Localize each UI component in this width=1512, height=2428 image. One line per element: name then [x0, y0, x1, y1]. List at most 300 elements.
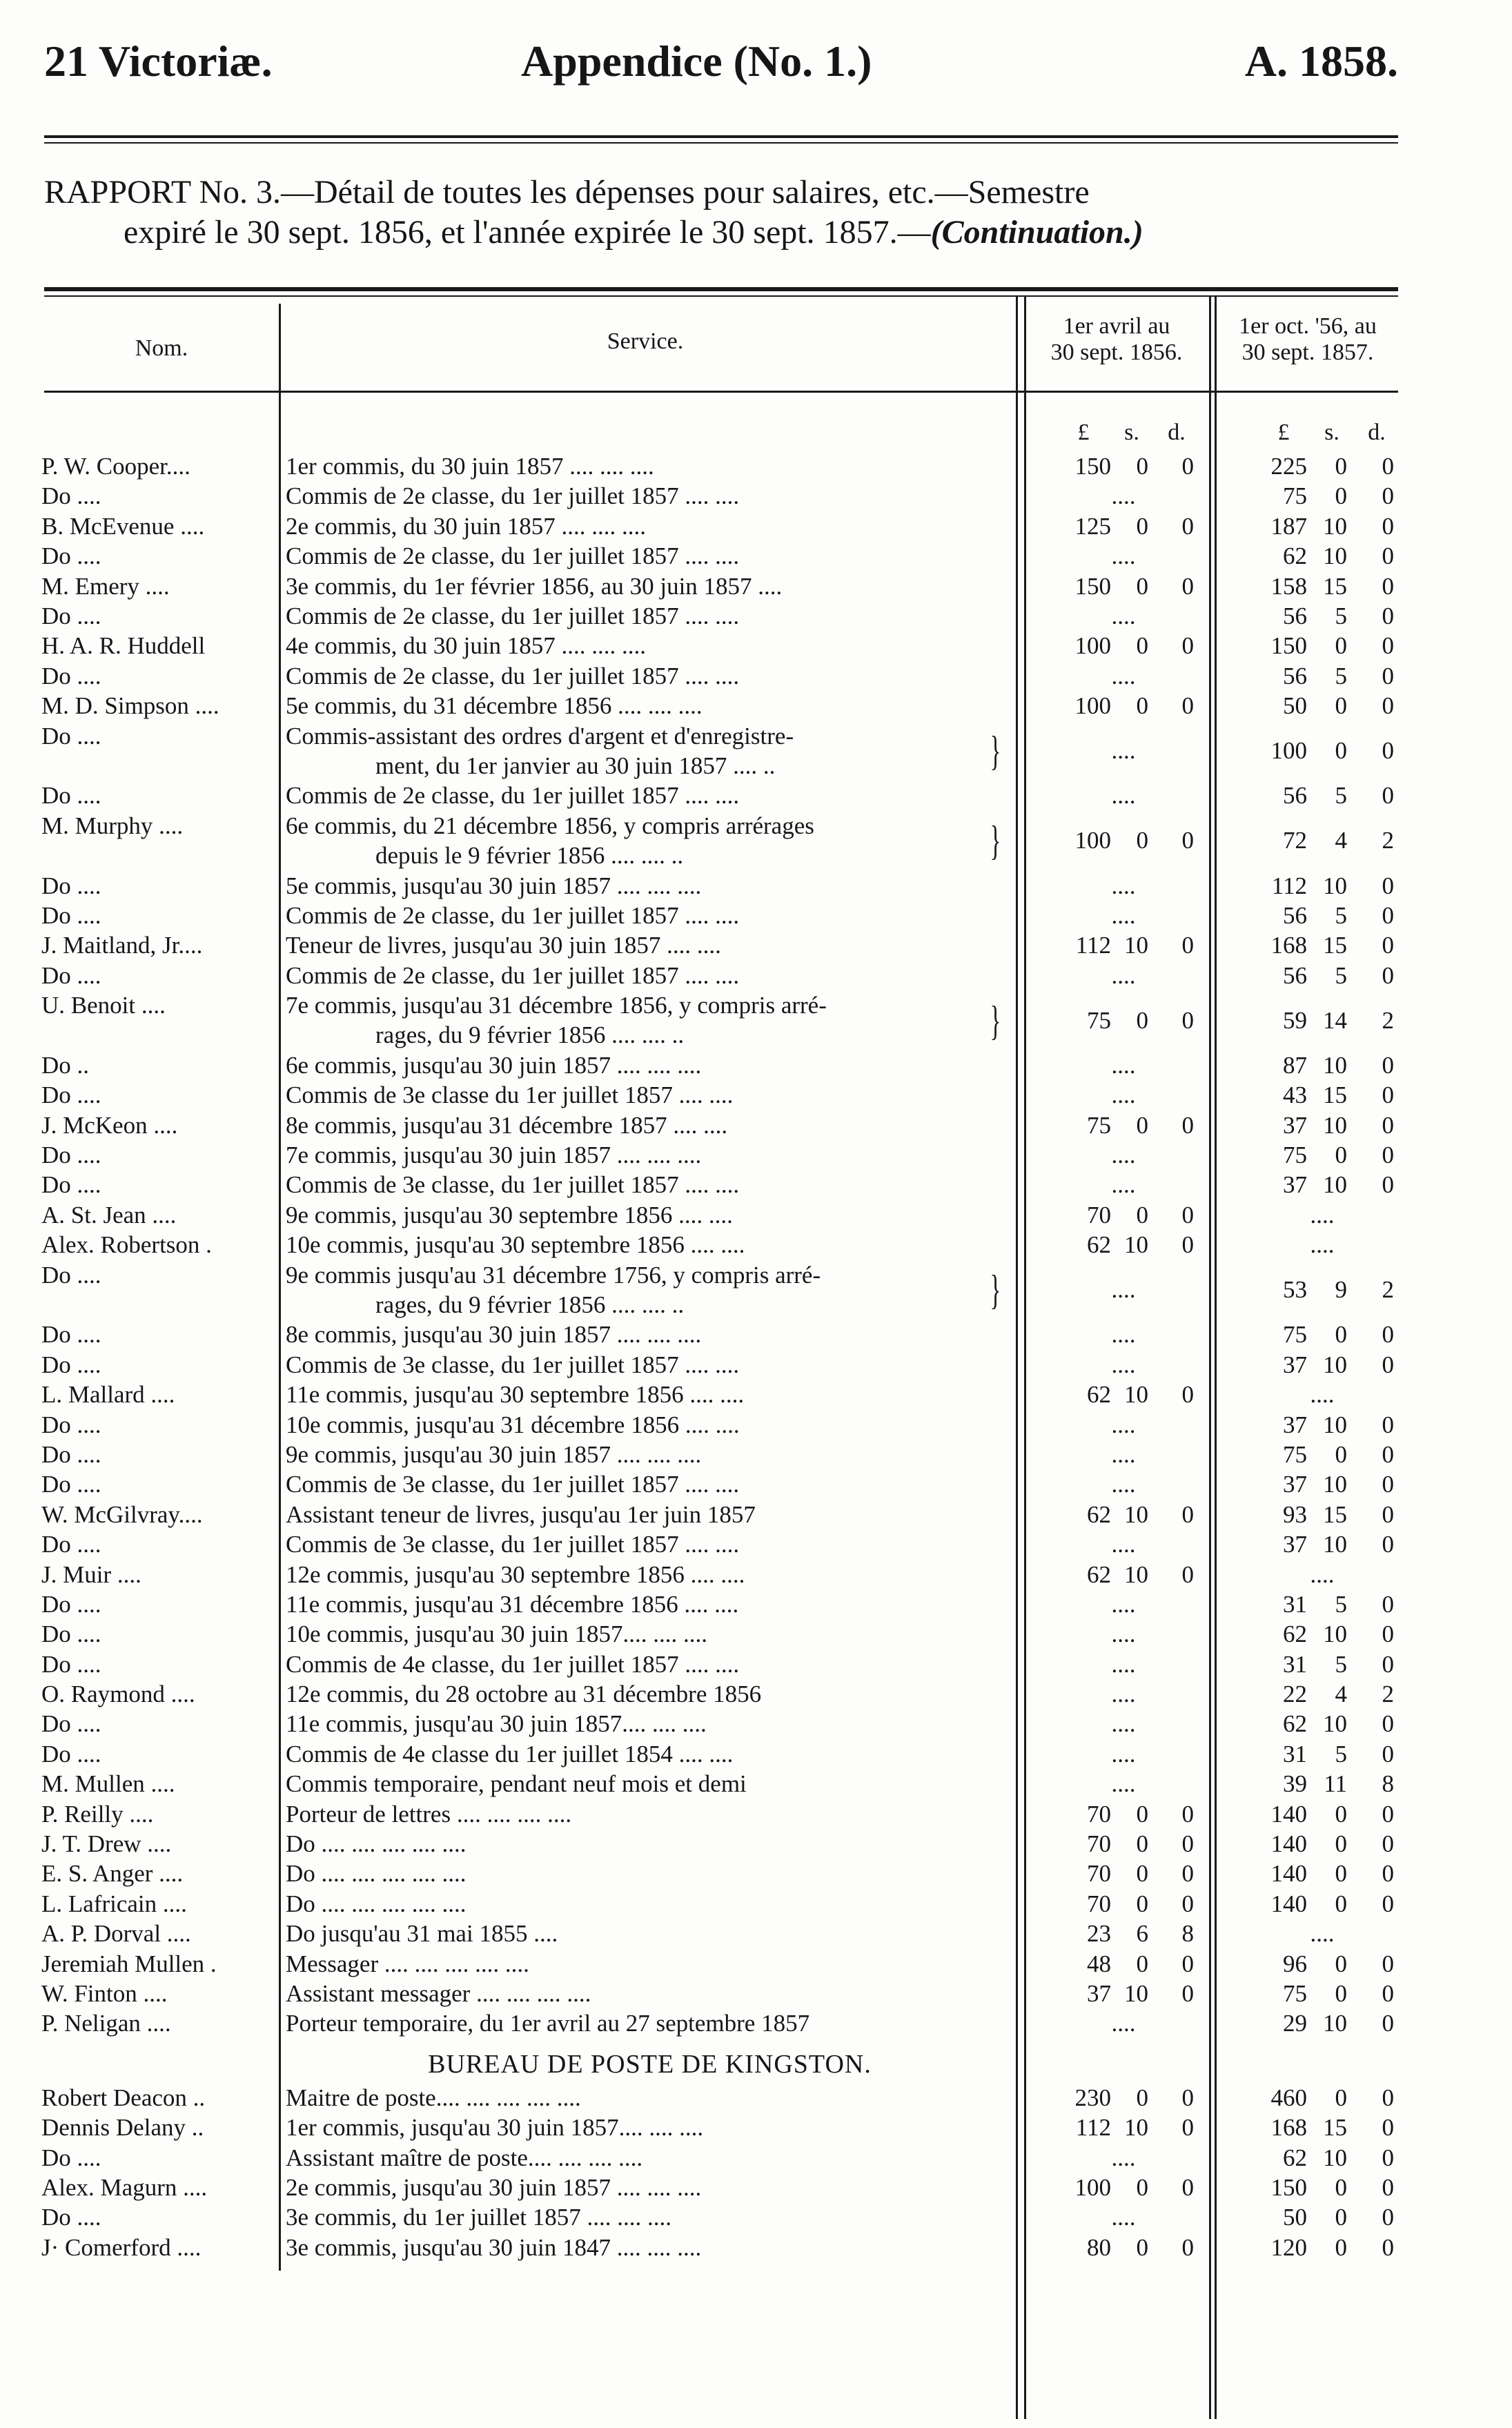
service-line-1: 11e commis, jusqu'au 30 juin 1857.... .... ....	[286, 1710, 707, 1738]
table-row	[0, 451, 1512, 481]
cell-nom: M. Murphy ....	[41, 812, 184, 839]
cell-p2-sh: 10	[1323, 872, 1347, 899]
cell-p2-d: 0	[1382, 1142, 1394, 1169]
cell-service	[286, 1260, 1014, 1320]
table-row	[0, 1560, 1512, 1589]
table-row	[0, 901, 1512, 930]
cell-p2-d: 0	[1382, 1800, 1394, 1828]
cell-p2-pounds: 187	[1270, 512, 1307, 540]
cell-p1-d: 0	[1181, 1979, 1194, 2007]
service-line-1: 3e commis, jusqu'au 30 juin 1847 .... .... ....	[286, 2233, 702, 2261]
section-heading: BUREAU DE POSTE DE KINGSTON.	[428, 2049, 872, 2079]
cell-p1-empty: ....	[1111, 1142, 1136, 1169]
cell-p1-sh: 0	[1136, 1006, 1148, 1034]
table-row	[0, 1410, 1512, 1440]
cell-p2-sh: 9	[1335, 1276, 1347, 1304]
cell-p1-pounds: 112	[1075, 2114, 1111, 2142]
page-header	[0, 36, 1512, 98]
column-header-period2: 1er oct. '56, au 30 sept. 1857.	[1239, 313, 1377, 365]
service-line-1: Commis de 2e classe, du 1er juillet 1857 .... ....	[286, 782, 740, 810]
cell-p2-sh: 10	[1323, 1051, 1347, 1079]
table-row	[0, 1320, 1512, 1349]
cell-service	[286, 1140, 1014, 1170]
cell-p1-empty: ....	[1111, 602, 1136, 629]
service-line-1: Commis de 3e classe, du 1er juillet 1857 .... ....	[286, 1171, 740, 1199]
cell-p2-pounds: 150	[1270, 2173, 1307, 2201]
cell-p1-d: 0	[1181, 692, 1194, 720]
cell-service	[286, 1230, 1014, 1260]
service-line-1: 2e commis, jusqu'au 30 juin 1857 .... .... ....	[286, 2173, 702, 2201]
cell-p1-pounds: 70	[1087, 1800, 1111, 1828]
cell-p2-d: 0	[1382, 2233, 1394, 2261]
cell-service	[286, 1350, 1014, 1380]
service-line-1: Do .... .... .... .... ....	[286, 1860, 467, 1888]
service-line-1: Teneur de livres, jusqu'au 30 juin 1857 .... ....	[286, 932, 721, 959]
cell-p1-pounds: 48	[1087, 1950, 1111, 1977]
cell-p1-sh: 10	[1124, 932, 1148, 959]
cell-p1-d: 0	[1181, 632, 1194, 660]
cell-p2-pounds: 168	[1270, 932, 1307, 959]
table-row	[0, 601, 1512, 631]
cell-p1-empty: ....	[1111, 2010, 1136, 2037]
cell-p2-sh: 10	[1323, 1411, 1347, 1438]
cell-service	[286, 1619, 1014, 1649]
cell-p2-d: 0	[1382, 2204, 1394, 2231]
cell-p1-d: 8	[1181, 1920, 1194, 1948]
table-row	[0, 631, 1512, 660]
cell-p1-d: 0	[1181, 1231, 1194, 1259]
cell-nom: Alex. Magurn ....	[41, 2173, 208, 2201]
cell-p2-sh: 14	[1323, 1006, 1347, 1034]
cell-p1-empty: ....	[1111, 1276, 1136, 1304]
cell-p2-d: 0	[1382, 572, 1394, 600]
service-line-1: 9e commis jusqu'au 31 décembre 1756, y compris arré-	[286, 1261, 821, 1289]
cell-p1-d: 0	[1181, 1890, 1194, 1917]
cell-service	[286, 1949, 1014, 1979]
cell-service	[286, 2113, 1014, 2142]
service-line-1: 9e commis, jusqu'au 30 juin 1857 .... .... ....	[286, 1440, 702, 1468]
cell-p2-pounds: 75	[1283, 1142, 1307, 1169]
cell-p1-pounds: 37	[1087, 1979, 1111, 2007]
cell-service	[286, 961, 1014, 990]
cell-p2-pounds: 75	[1283, 1321, 1307, 1349]
table-row	[0, 1380, 1512, 1409]
cell-p2-d: 0	[1382, 1710, 1394, 1738]
table-row	[0, 1469, 1512, 1499]
cell-service	[286, 1380, 1014, 1409]
cell-service	[286, 1050, 1014, 1080]
cell-p2-pounds: 53	[1283, 1276, 1307, 1304]
cell-nom: J. Muir ....	[41, 1560, 141, 1588]
cell-p1-empty: ....	[1111, 1051, 1136, 1079]
cell-nom: W. McGilvray....	[41, 1500, 203, 1528]
cell-p1-empty: ....	[1111, 1351, 1136, 1378]
table-row	[0, 1260, 1512, 1320]
cell-p1-pounds: 230	[1074, 2084, 1111, 2111]
cell-p2-d: 0	[1382, 2084, 1394, 2111]
service-line-1: 6e commis, jusqu'au 30 juin 1857 .... .... ....	[286, 1051, 702, 1079]
cell-p2-pounds: 460	[1270, 2084, 1307, 2111]
cell-p2-sh: 0	[1335, 1142, 1347, 1169]
cell-p1-pounds: 112	[1075, 932, 1111, 959]
cell-p1-empty: ....	[1111, 1590, 1136, 1618]
cell-p2-d: 0	[1382, 1351, 1394, 1378]
table-top-rule	[44, 287, 1398, 291]
cell-p1-sh: 0	[1136, 1950, 1148, 1977]
cell-p2-sh: 10	[1323, 1111, 1347, 1139]
cell-p2-pounds: 31	[1283, 1590, 1307, 1618]
cell-nom: U. Benoit ....	[41, 992, 166, 1019]
cell-nom: Do ....	[41, 1590, 101, 1618]
cell-p1-pounds: 100	[1074, 827, 1111, 854]
service-line-1: 11e commis, jusqu'au 30 septembre 1856 .... ....	[286, 1381, 745, 1409]
cell-p2-pounds: 75	[1283, 1979, 1307, 2007]
table-row	[0, 1230, 1512, 1260]
table-top-rule-thin	[44, 295, 1398, 297]
header-rule-thin	[44, 142, 1398, 144]
cell-nom: W. Finton ....	[41, 1979, 168, 2007]
table-row	[0, 511, 1512, 541]
service-line-1: 3e commis, du 1er février 1856, au 30 juin 1857 ....	[286, 572, 783, 600]
column-header-period1: 1er avril au 30 sept. 1856.	[1050, 313, 1183, 365]
cell-p2-d: 0	[1382, 1051, 1394, 1079]
cell-service	[286, 2233, 1014, 2262]
unit-pence-1: d.	[1168, 420, 1186, 445]
cell-p2-empty: ....	[1310, 1381, 1335, 1409]
cell-p1-empty: ....	[1111, 662, 1136, 689]
table-row	[0, 1529, 1512, 1559]
cell-p2-sh: 11	[1324, 1770, 1347, 1798]
unit-pound-2: £	[1277, 420, 1290, 445]
cell-p2-pounds: 37	[1283, 1111, 1307, 1139]
cell-p1-pounds: 100	[1074, 2173, 1111, 2201]
table-row	[0, 1709, 1512, 1739]
cell-nom: Do ....	[41, 1531, 101, 1558]
cell-service	[286, 661, 1014, 691]
cell-nom: Do ....	[41, 1411, 101, 1438]
cell-nom: Do ....	[41, 662, 101, 689]
cell-p2-d: 0	[1382, 1440, 1394, 1468]
cell-service	[286, 1469, 1014, 1499]
service-line-1: Commis de 3e classe, du 1er juillet 1857 .... ....	[286, 1351, 740, 1378]
cell-nom: Do ..	[41, 1051, 90, 1079]
service-line-1: Assistant maître de poste.... .... .... ....	[286, 2144, 643, 2171]
cell-p2-sh: 0	[1335, 2204, 1347, 2231]
cell-service	[286, 1110, 1014, 1140]
cell-p2-d: 0	[1382, 1321, 1394, 1349]
cell-p2-sh: 10	[1323, 1531, 1347, 1558]
service-line-1: Do .... .... .... .... ....	[286, 1890, 467, 1917]
service-line-1: Commis de 4e classe, du 1er juillet 1857 .... ....	[286, 1650, 740, 1678]
service-line-1: 4e commis, du 30 juin 1857 .... .... ....	[286, 632, 647, 660]
cell-nom: Do ....	[41, 1710, 101, 1738]
cell-service	[286, 1200, 1014, 1230]
cell-p1-d: 0	[1181, 827, 1194, 854]
cell-nom: Do ....	[41, 901, 101, 929]
table-row	[0, 691, 1512, 721]
service-line-1: 8e commis, jusqu'au 31 décembre 1857 .... ....	[286, 1111, 728, 1139]
service-line-1: Commis de 3e classe, du 1er juillet 1857 .... ....	[286, 1471, 740, 1498]
cell-p1-d: 0	[1181, 572, 1194, 600]
service-line-1: 5e commis, jusqu'au 30 juin 1857 .... .... ....	[286, 872, 702, 899]
cell-nom: Jeremiah Mullen .	[41, 1950, 217, 1977]
cell-p2-empty: ....	[1310, 1920, 1335, 1948]
cell-p2-d: 2	[1382, 1276, 1394, 1304]
service-line-1: 10e commis, jusqu'au 30 juin 1857.... .... ....	[286, 1621, 707, 1648]
cell-p1-empty: ....	[1111, 482, 1136, 510]
cell-p2-pounds: 75	[1283, 1440, 1307, 1468]
cell-p1-d: 0	[1181, 1860, 1194, 1888]
cell-nom: Do ....	[41, 602, 101, 629]
table-row	[0, 1859, 1512, 1888]
cell-p1-empty: ....	[1111, 542, 1136, 570]
cell-p2-pounds: 158	[1270, 572, 1307, 600]
cell-p2-pounds: 50	[1283, 692, 1307, 720]
table-row	[0, 2008, 1512, 2038]
cell-service	[286, 601, 1014, 631]
cell-p1-pounds: 62	[1087, 1381, 1111, 1409]
cell-p1-d: 0	[1181, 2114, 1194, 2142]
table-row	[0, 1080, 1512, 1110]
table-row	[0, 2083, 1512, 2113]
cell-p1-d: 0	[1181, 2173, 1194, 2201]
cell-p2-pounds: 31	[1283, 1740, 1307, 1768]
cell-nom: Do ....	[41, 1650, 101, 1678]
cell-p2-pounds: 72	[1283, 827, 1307, 854]
cell-p2-pounds: 168	[1270, 2114, 1307, 2142]
cell-p1-sh: 0	[1136, 1800, 1148, 1828]
cell-p2-d: 0	[1382, 2010, 1394, 2037]
cell-p1-empty: ....	[1111, 1740, 1136, 1768]
table-row	[0, 1769, 1512, 1799]
cell-nom: L. Lafricain ....	[41, 1890, 187, 1917]
cell-p2-d: 0	[1382, 512, 1394, 540]
cell-p2-pounds: 37	[1283, 1471, 1307, 1498]
cell-p2-pounds: 50	[1283, 2204, 1307, 2231]
cell-p2-d: 0	[1382, 1950, 1394, 1977]
cell-p2-sh: 0	[1335, 1830, 1347, 1858]
cell-p2-d: 0	[1382, 782, 1394, 810]
brace-mark: }	[990, 997, 1001, 1044]
table-row	[0, 1200, 1512, 1230]
cell-p2-pounds: 37	[1283, 1531, 1307, 1558]
table-row	[0, 1889, 1512, 1919]
cell-nom: Do ....	[41, 1321, 101, 1349]
service-line-1: 9e commis, jusqu'au 30 septembre 1856 .... ....	[286, 1201, 733, 1228]
cell-service	[286, 571, 1014, 601]
column-header-nom: Nom.	[135, 335, 188, 361]
cell-p1-sh: 10	[1124, 1231, 1148, 1259]
service-line-1: Commis de 2e classe, du 1er juillet 1857 .... ....	[286, 542, 740, 570]
cell-p2-sh: 10	[1323, 1621, 1347, 1648]
cell-p2-sh: 0	[1335, 1950, 1347, 1977]
cell-p2-d: 0	[1382, 1890, 1394, 1917]
cell-nom: P. W. Cooper....	[41, 453, 190, 480]
cell-p1-empty: ....	[1111, 1621, 1136, 1648]
table-row	[0, 2113, 1512, 2142]
cell-service	[286, 1560, 1014, 1589]
cell-service	[286, 1170, 1014, 1200]
cell-p2-sh: 15	[1323, 572, 1347, 600]
cell-p2-sh: 0	[1335, 2233, 1347, 2261]
service-line-1: Commis de 2e classe, du 1er juillet 1857 .... ....	[286, 662, 740, 689]
service-line-1: 1er commis, jusqu'au 30 juin 1857.... .... ....	[286, 2114, 704, 2142]
table-row	[0, 1829, 1512, 1859]
service-line-2: rages, du 9 février 1856 .... .... ..	[375, 1021, 685, 1049]
cell-p2-pounds: 140	[1270, 1800, 1307, 1828]
cell-p1-pounds: 100	[1074, 692, 1111, 720]
table-row	[0, 2143, 1512, 2173]
cell-p2-pounds: 56	[1283, 901, 1307, 929]
cell-nom: Do ....	[41, 1471, 101, 1498]
cell-nom: B. McEvenue ....	[41, 512, 205, 540]
cell-p2-pounds: 62	[1283, 2144, 1307, 2171]
table-row	[0, 1619, 1512, 1649]
title-continuation: (Continuation.)	[930, 214, 1143, 251]
cell-p2-d: 0	[1382, 602, 1394, 629]
cell-p2-d: 0	[1382, 1081, 1394, 1109]
title-line-2: expiré le 30 sept. 1856, et l'année expirée le 30 sept. 1857.—(Continuation.)	[124, 214, 1143, 251]
cell-p2-d: 0	[1382, 482, 1394, 510]
cell-nom: Do ....	[41, 1081, 101, 1109]
cell-p1-d: 0	[1181, 1560, 1194, 1588]
cell-p2-d: 0	[1382, 692, 1394, 720]
cell-p1-pounds: 125	[1074, 512, 1111, 540]
service-line-1: Commis temporaire, pendant neuf mois et demi	[286, 1770, 747, 1798]
brace-mark: }	[990, 728, 1001, 774]
table-row	[0, 571, 1512, 601]
table-row	[0, 871, 1512, 901]
cell-p2-sh: 0	[1335, 482, 1347, 510]
service-line-1: Messager .... .... .... .... ....	[286, 1950, 529, 1977]
cell-p2-pounds: 37	[1283, 1351, 1307, 1378]
cell-service	[286, 1440, 1014, 1469]
table-row	[0, 721, 1512, 781]
cell-nom: Do ....	[41, 722, 101, 750]
cell-p2-pounds: 56	[1283, 782, 1307, 810]
service-line-2: rages, du 9 février 1856 .... .... ..	[375, 1291, 685, 1318]
cell-p1-empty: ....	[1111, 1081, 1136, 1109]
table-body	[0, 451, 1512, 2262]
cell-p2-pounds: 140	[1270, 1830, 1307, 1858]
table-row	[0, 1050, 1512, 1080]
cell-p2-sh: 0	[1335, 453, 1347, 480]
cell-nom: Do ....	[41, 542, 101, 570]
cell-p1-d: 0	[1181, 1201, 1194, 1228]
cell-service	[286, 2143, 1014, 2173]
cell-p2-d: 8	[1382, 1770, 1394, 1798]
table-row	[0, 2202, 1512, 2232]
cell-p2-pounds: 112	[1271, 872, 1307, 899]
cell-p1-sh: 10	[1124, 1381, 1148, 1409]
cell-p2-pounds: 150	[1270, 632, 1307, 660]
service-line-1: 12e commis, jusqu'au 30 septembre 1856 .... ....	[286, 1560, 745, 1588]
service-line-1: Commis de 2e classe, du 1er juillet 1857 .... ....	[286, 901, 740, 929]
cell-p1-empty: ....	[1111, 1411, 1136, 1438]
cell-p1-sh: 0	[1136, 2173, 1148, 2201]
cell-service	[286, 1709, 1014, 1739]
cell-p2-empty: ....	[1310, 1560, 1335, 1588]
table-row	[0, 661, 1512, 691]
cell-p1-pounds: 70	[1087, 1201, 1111, 1228]
cell-p2-sh: 0	[1335, 1890, 1347, 1917]
cell-p1-pounds: 75	[1087, 1006, 1111, 1034]
cell-p2-pounds: 96	[1283, 1950, 1307, 1977]
cell-nom: J. T. Drew ....	[41, 1830, 172, 1858]
service-line-1: Commis de 2e classe, du 1er juillet 1857 .... ....	[286, 602, 740, 629]
cell-nom: Do ....	[41, 782, 101, 810]
cell-p2-empty: ....	[1310, 1201, 1335, 1228]
cell-p1-sh: 0	[1136, 632, 1148, 660]
cell-p2-d: 2	[1382, 1681, 1394, 1708]
table-row	[0, 1679, 1512, 1709]
table-row	[0, 1739, 1512, 1769]
cell-nom: Do ....	[41, 1351, 101, 1378]
cell-p2-sh: 10	[1323, 512, 1347, 540]
cell-service	[286, 721, 1014, 781]
unit-shilling-2: s.	[1324, 420, 1339, 445]
cell-p2-sh: 15	[1323, 1500, 1347, 1528]
cell-service	[286, 1919, 1014, 1948]
cell-p2-pounds: 120	[1270, 2233, 1307, 2261]
service-line-1: 10e commis, jusqu'au 31 décembre 1856 .... ....	[286, 1411, 740, 1438]
cell-p1-sh: 10	[1124, 1500, 1148, 1528]
cell-p1-empty: ....	[1111, 1171, 1136, 1199]
cell-nom: Do ....	[41, 482, 101, 510]
cell-nom: M. D. Simpson ....	[41, 692, 219, 720]
cell-p2-pounds: 75	[1283, 482, 1307, 510]
cell-p1-pounds: 75	[1087, 1111, 1111, 1139]
brace-mark: }	[990, 1267, 1001, 1313]
cell-p2-sh: 10	[1323, 1171, 1347, 1199]
service-line-1: 10e commis, jusqu'au 30 septembre 1856 .... ....	[286, 1231, 745, 1259]
cell-p1-pounds: 80	[1087, 2233, 1111, 2261]
service-line-1: Assistant teneur de livres, jusqu'au 1er juin 1857	[286, 1500, 756, 1528]
table-row	[0, 1649, 1512, 1679]
cell-p2-sh: 5	[1335, 1740, 1347, 1768]
cell-p2-d: 2	[1382, 827, 1394, 854]
cell-p1-empty: ....	[1111, 1710, 1136, 1738]
cell-p1-d: 0	[1181, 1381, 1194, 1409]
cell-p2-sh: 0	[1335, 692, 1347, 720]
report-title	[44, 173, 1398, 253]
cell-service	[286, 1739, 1014, 1769]
cell-service	[286, 1979, 1014, 2008]
cell-nom: M. Mullen ....	[41, 1770, 175, 1798]
cell-p1-pounds: 62	[1087, 1500, 1111, 1528]
cell-p2-pounds: 59	[1283, 1006, 1307, 1034]
service-line-1: 3e commis, du 1er juillet 1857 .... .... ....	[286, 2204, 671, 2231]
cell-p1-empty: ....	[1111, 961, 1136, 989]
cell-p2-sh: 10	[1323, 1471, 1347, 1498]
cell-p2-d: 0	[1382, 1979, 1394, 2007]
cell-nom: J. McKeon ....	[41, 1111, 178, 1139]
cell-nom: J. Maitland, Jr....	[41, 932, 203, 959]
cell-p1-empty: ....	[1111, 1440, 1136, 1468]
cell-p1-empty: ....	[1111, 872, 1136, 899]
cell-p2-pounds: 39	[1283, 1770, 1307, 1798]
service-line-1: Porteur de lettres .... .... .... ....	[286, 1800, 572, 1828]
unit-shilling-1: s.	[1124, 420, 1139, 445]
cell-service	[286, 1589, 1014, 1619]
cell-nom: A. P. Dorval ....	[41, 1920, 191, 1948]
cell-p2-pounds: 37	[1283, 1411, 1307, 1438]
cell-p2-d: 0	[1382, 1650, 1394, 1678]
cell-p1-sh: 6	[1136, 1920, 1148, 1948]
cell-p2-sh: 5	[1335, 662, 1347, 689]
table-row	[0, 481, 1512, 511]
service-line-1: 1er commis, du 30 juin 1857 .... .... ....	[286, 453, 654, 480]
